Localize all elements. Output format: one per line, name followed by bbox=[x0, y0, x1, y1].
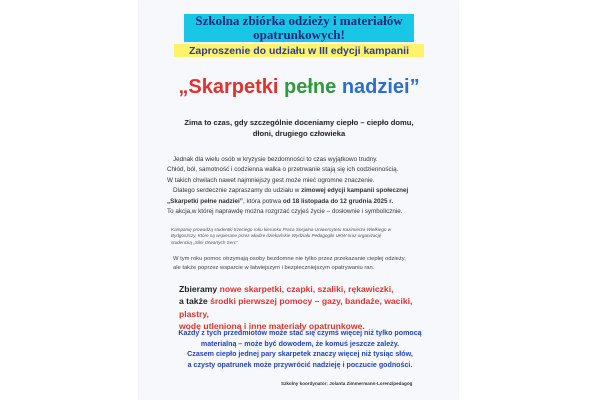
body-line-4 bbox=[167, 186, 435, 196]
note-line-3: studencką „Silni Otwartych Serc”. bbox=[171, 239, 239, 245]
body-line-5c: od 18 listopada do 12 grudnia 2025 r. bbox=[282, 197, 394, 205]
body-line-1: Jednak dla wielu osób w kryzysie bezdomności to czas wyjątkowo trudny. bbox=[173, 156, 378, 163]
closing-line-4: a czysty opatrunek może przywrócić nadzieję i poczucie godności. bbox=[187, 360, 413, 369]
poster-subtitle: Zaproszenie do udziału w III edycji kampanii bbox=[189, 45, 409, 57]
organizer-note bbox=[171, 227, 396, 246]
poster-title bbox=[179, 14, 419, 42]
coordinator-credit: Szkolny koordynator: Jolanta Zimmermann-Lorenz/pedagog bbox=[281, 381, 413, 386]
collect-items-2: środki pierwszej pomocy – gazy, bandaże, waciki, plastry, bbox=[179, 296, 413, 319]
body-line-4a: Dlatego serdecznie zapraszamy do udziału w bbox=[173, 187, 302, 195]
body-line-5 bbox=[167, 197, 435, 207]
title-line-2: opatrunkowych! bbox=[253, 27, 345, 42]
campaign-close-quote: ” bbox=[409, 76, 420, 98]
campaign-word-2: pełne bbox=[284, 76, 337, 98]
collect-line-3: wodę utlenioną i inne materiały opatrunkowe. bbox=[179, 321, 365, 332]
campaign-open-quote: „ bbox=[178, 76, 189, 98]
body-line-6: To akcja,w której naprawdę można rozgrzać czyjeś życie – dosłownie i symbolicznie. bbox=[167, 208, 403, 216]
help-line-2: ale także poprzez wsparcie w łatwiejszym i bezpieczniejszym opatrywaniu ran. bbox=[173, 265, 375, 271]
intro-text bbox=[169, 117, 429, 139]
note-line-1: Kampanię prowadzą studentki trzeciego roku kierunku Praca Socjalna Uniwersytetu Kazimierza Wielkiego w bbox=[171, 227, 392, 232]
closing-line-3: Czasem ciepło jednej pary skarpetek znaczy więcej niż tysiąc słów, bbox=[187, 350, 413, 359]
collection-list bbox=[179, 283, 424, 333]
collect-line-2 bbox=[179, 295, 424, 320]
collect-items: nowe skarpetki, czapki, szaliki, rękawiczki, bbox=[219, 284, 394, 294]
closing-line-1: Każdy z tych przedmiotów może stać się czymś więcej niż tylko pomocą bbox=[178, 329, 422, 337]
body-line-3: W takich chwilach nawet najmniejszy gest może mieć ogromne znaczenie. bbox=[167, 176, 375, 184]
help-description bbox=[173, 255, 433, 273]
title-line-1: Szkolna zbiórka odzieży i materiałów bbox=[195, 13, 403, 28]
collect-line-1 bbox=[179, 283, 424, 295]
body-line-2: Chłód, ból, samotność i codzienna walka o przetrwanie stają się ich codziennością. bbox=[167, 166, 399, 174]
intro-line-2: dłoni, drugiego człowieka bbox=[252, 129, 346, 138]
closing-line-2: materialną – może być dowodem, że komuś jeszcze zależy. bbox=[200, 339, 400, 348]
body-line-5a: „Skarpetki pełne nadziei” bbox=[167, 197, 243, 205]
note-line-2: Bydgoszczy, Które są wspierane przez władze dziekańskie Wydziału Pedagogiki UKW oraz organizację bbox=[171, 233, 382, 239]
campaign-name bbox=[149, 75, 449, 99]
campaign-word-1: Skarpetki bbox=[188, 76, 279, 98]
body-line-4b: zimowej edycji kampanii społecznej bbox=[301, 187, 409, 195]
body-line-5b: , która potrwa bbox=[242, 197, 283, 205]
poster bbox=[139, 0, 458, 400]
collect-lead: Zbieramy bbox=[179, 284, 220, 294]
help-line-1: W tym roku pomoc otrzymają osoby bezdomne nie tylko przez przekazanie ciepłej odzieży, bbox=[173, 256, 406, 262]
campaign-word-3: nadziei bbox=[341, 76, 410, 98]
body-paragraph bbox=[167, 155, 435, 217]
intro-line-1: Zima to czas, gdy szczególnie doceniamy ciepło – ciepło domu, bbox=[184, 118, 414, 127]
collect-and-also: a także bbox=[179, 296, 211, 307]
closing-paragraph bbox=[171, 328, 429, 370]
